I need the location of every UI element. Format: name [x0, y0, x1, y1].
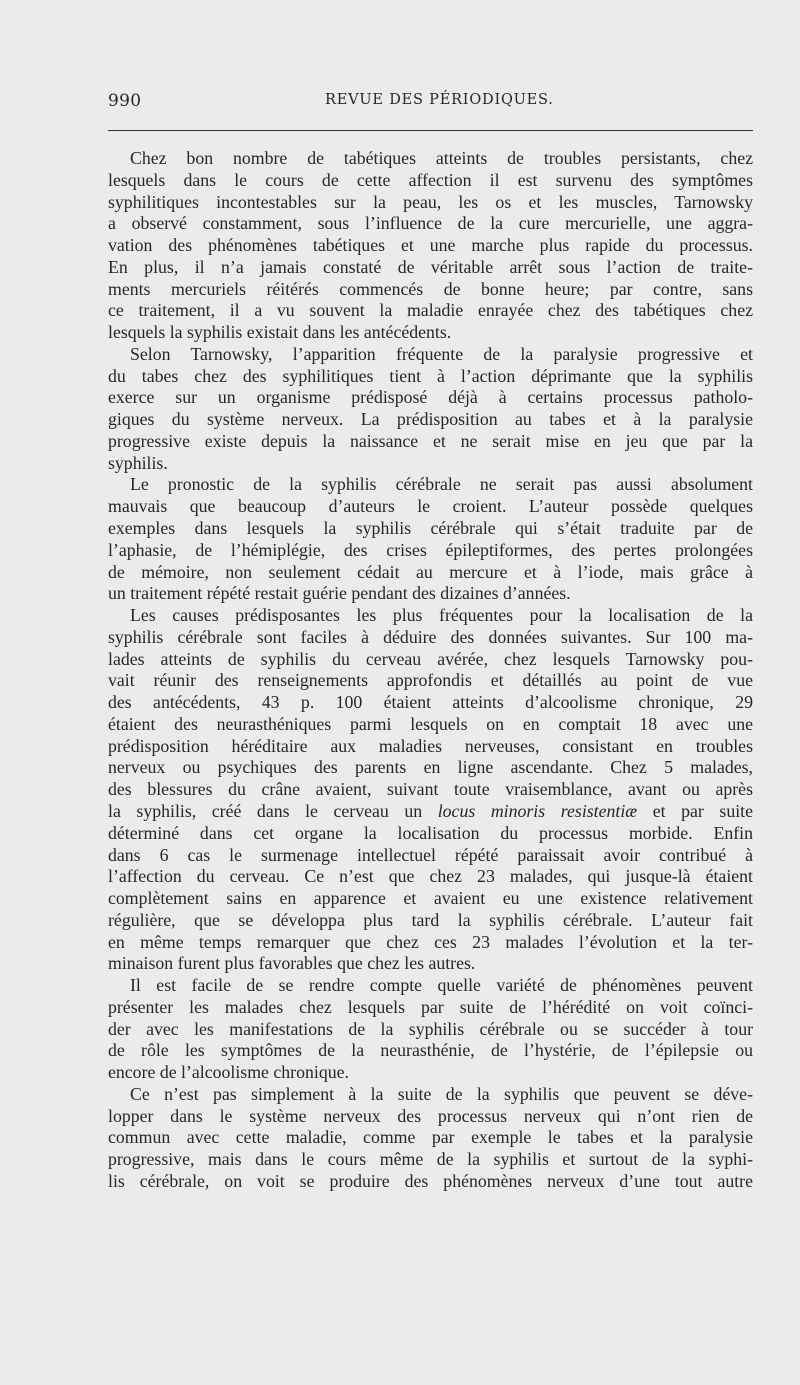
line-text: prédisposition héréditaire aux maladies nerveuses, consistant en troubles [108, 735, 753, 756]
line-text: lis cérébrale, on voit se produire des phénomènes nerveux d’une tout autre [108, 1170, 753, 1191]
line-text: syphilis cérébrale sont faciles à déduire des données suivantes. Sur 100 ma- [108, 626, 753, 647]
text-line [108, 910, 753, 932]
text-line [108, 1019, 753, 1041]
text-line [108, 953, 753, 975]
text-line [108, 1171, 753, 1193]
line-text: régulière, que se développa plus tard la syphilis cérébrale. L’auteur fait [108, 909, 753, 930]
line-text: complètement sains en apparence et avaient eu une existence relativement [108, 888, 753, 909]
line-text: exerce sur un organisme prédisposé déjà à certains processus patholo- [108, 387, 753, 408]
text-line [108, 518, 753, 540]
text-line [108, 540, 753, 562]
header-rule [108, 130, 753, 131]
line-text: ce traitement, il a vu souvent la maladie enrayée chez des tabétiques chez [108, 300, 753, 321]
line-text: l’aphasie, de l’hémiplégie, des crises épileptiformes, des pertes prolongées [108, 539, 753, 560]
text-line [108, 845, 753, 867]
text-line [108, 322, 753, 344]
text-line [108, 605, 753, 627]
text-line [108, 409, 753, 431]
line-text: ments mercuriels réitérés commencés de bonne heure; par contre, sans [108, 278, 753, 299]
text-line [108, 997, 753, 1019]
line-text: encore de l’alcoolisme chronique. [108, 1062, 349, 1083]
text-line [108, 583, 753, 605]
line-text: progressive, mais dans le cours même de la syphilis et surtout de la syphi- [108, 1149, 753, 1170]
text-line [108, 300, 753, 322]
text-line [108, 1062, 753, 1084]
text-line [108, 148, 753, 170]
line-text: un traitement répété restait guérie pendant des dizaines d’années. [108, 583, 571, 604]
latin-phrase: locus minoris resistentiæ [437, 800, 638, 821]
line-text: der avec les manifestations de la syphilis cérébrale ou se succéder à tour [108, 1018, 753, 1039]
page-number: 990 [108, 91, 142, 111]
text-line [108, 692, 753, 714]
line-text: lades atteints de syphilis du cerveau avérée, chez lesquels Tarnowsky pou- [108, 648, 753, 669]
line-text: Il est facile de se rendre compte quelle variété de phénomènes peuvent [130, 975, 753, 996]
text-line [108, 779, 753, 801]
line-text: nerveux ou psychiques des parents en ligne ascendante. Chez 5 malades, [108, 757, 753, 778]
line-text: lesquels la syphilis existait dans les antécédents. [108, 322, 452, 343]
line-text: dans 6 cas le surmenage intellectuel répété paraissait avoir contribué à [108, 844, 753, 865]
line-text: la syphilis, créé dans le cerveau un [108, 800, 438, 821]
line-text: Chez bon nombre de tabétiques atteints de troubles persistants, chez [130, 148, 753, 168]
text-line [108, 1040, 753, 1062]
text-line [108, 257, 753, 279]
text-line [108, 649, 753, 671]
text-line [108, 496, 753, 518]
line-text: a observé constamment, sous l’influence de la cure mercurielle, une aggra- [108, 213, 753, 234]
text-line [108, 344, 753, 366]
line-text: Selon Tarnowsky, l’apparition fréquente de la paralysie progressive et [130, 343, 753, 364]
text-line [108, 192, 753, 214]
line-text: déterminé dans cet organe la localisation du processus morbide. Enfin [108, 822, 753, 843]
text-line [108, 170, 753, 192]
text-line [108, 932, 753, 954]
text-line [108, 1084, 753, 1106]
line-text: commun avec cette maladie, comme par exemple le tabes et la paralysie [108, 1127, 753, 1148]
page-header [108, 91, 753, 115]
line-text: vait réunir des renseignements approfondis et détaillés au point de vue [108, 670, 753, 691]
text-line [108, 366, 753, 388]
line-text: en même temps remarquer que chez ces 23 malades l’évolution et la ter- [108, 931, 753, 952]
line-text: progressive existe depuis la naissance et ne serait mise en jeu que par la [108, 430, 753, 451]
article-body [108, 148, 753, 1193]
line-text: exemples dans lesquels la syphilis cérébrale qui s’était traduite par de [108, 518, 753, 539]
line-text: syphilis. [108, 452, 168, 473]
text-line [108, 975, 753, 997]
line-text: vation des phénomènes tabétiques et une marche plus rapide du processus. [108, 235, 753, 256]
text-line [108, 235, 753, 257]
line-text: minaison furent plus favorables que chez les autres. [108, 953, 476, 974]
line-text: Les causes prédisposantes les plus fréquentes pour la localisation de la [130, 605, 753, 626]
line-text: syphilitiques incontestables sur la peau, les os et les muscles, Tarnowsky [108, 191, 753, 212]
line-text: Le pronostic de la syphilis cérébrale ne serait pas aussi absolument [130, 474, 753, 495]
line-text: lesquels dans le cours de cette affection il est survenu des symptômes [108, 169, 753, 190]
text-line [108, 627, 753, 649]
text-line [108, 670, 753, 692]
line-text-after: et par suite [637, 800, 753, 821]
text-line [108, 453, 753, 475]
line-text: l’affection du cerveau. Ce n’est que chez 23 malades, qui jusque-là étaient [108, 866, 753, 887]
line-text: mauvais que beaucoup d’auteurs le croient. L’auteur possède quelques [108, 496, 753, 517]
line-text: de rôle les symptômes de la neurasthénie, de l’hystérie, de l’épilepsie ou [108, 1040, 753, 1061]
text-line [108, 1127, 753, 1149]
text-line [108, 387, 753, 409]
text-line [108, 757, 753, 779]
line-text: giques du système nerveux. La prédisposition au tabes et à la paralysie [108, 409, 753, 430]
line-text: des antécédents, 43 p. 100 étaient atteints d’alcoolisme chronique, 29 [108, 692, 753, 713]
line-text: présenter les malades chez lesquels par suite de l’hérédité on voit coïnci- [108, 996, 753, 1017]
text-line [108, 431, 753, 453]
text-line [108, 1106, 753, 1128]
text-line [108, 736, 753, 758]
text-line [108, 562, 753, 584]
line-text: de mémoire, non seulement cédait au mercure et à l’iode, mais grâce à [108, 561, 753, 582]
text-line [108, 474, 753, 496]
line-text: lopper dans le système nerveux des processus nerveux qui n’ont rien de [108, 1105, 753, 1126]
text-line [108, 801, 753, 823]
text-line [108, 866, 753, 888]
text-line [108, 1149, 753, 1171]
line-text: des blessures du crâne avaient, suivant toute vraisemblance, avant ou après [108, 779, 753, 800]
line-text: étaient des neurasthéniques parmi lesquels on en comptait 18 avec une [108, 713, 753, 734]
text-line [108, 279, 753, 301]
text-line [108, 714, 753, 736]
line-text: En plus, il n’a jamais constaté de véritable arrêt sous l’action de traite- [108, 256, 753, 277]
line-text: du tabes chez des syphilitiques tient à l’action déprimante que la syphilis [108, 365, 753, 386]
text-line [108, 213, 753, 235]
running-head: REVUE DES PÉRIODIQUES. [325, 92, 554, 108]
line-text: Ce n’est pas simplement à la suite de la syphilis que peuvent se déve- [130, 1083, 753, 1104]
text-line [108, 888, 753, 910]
text-line [108, 823, 753, 845]
